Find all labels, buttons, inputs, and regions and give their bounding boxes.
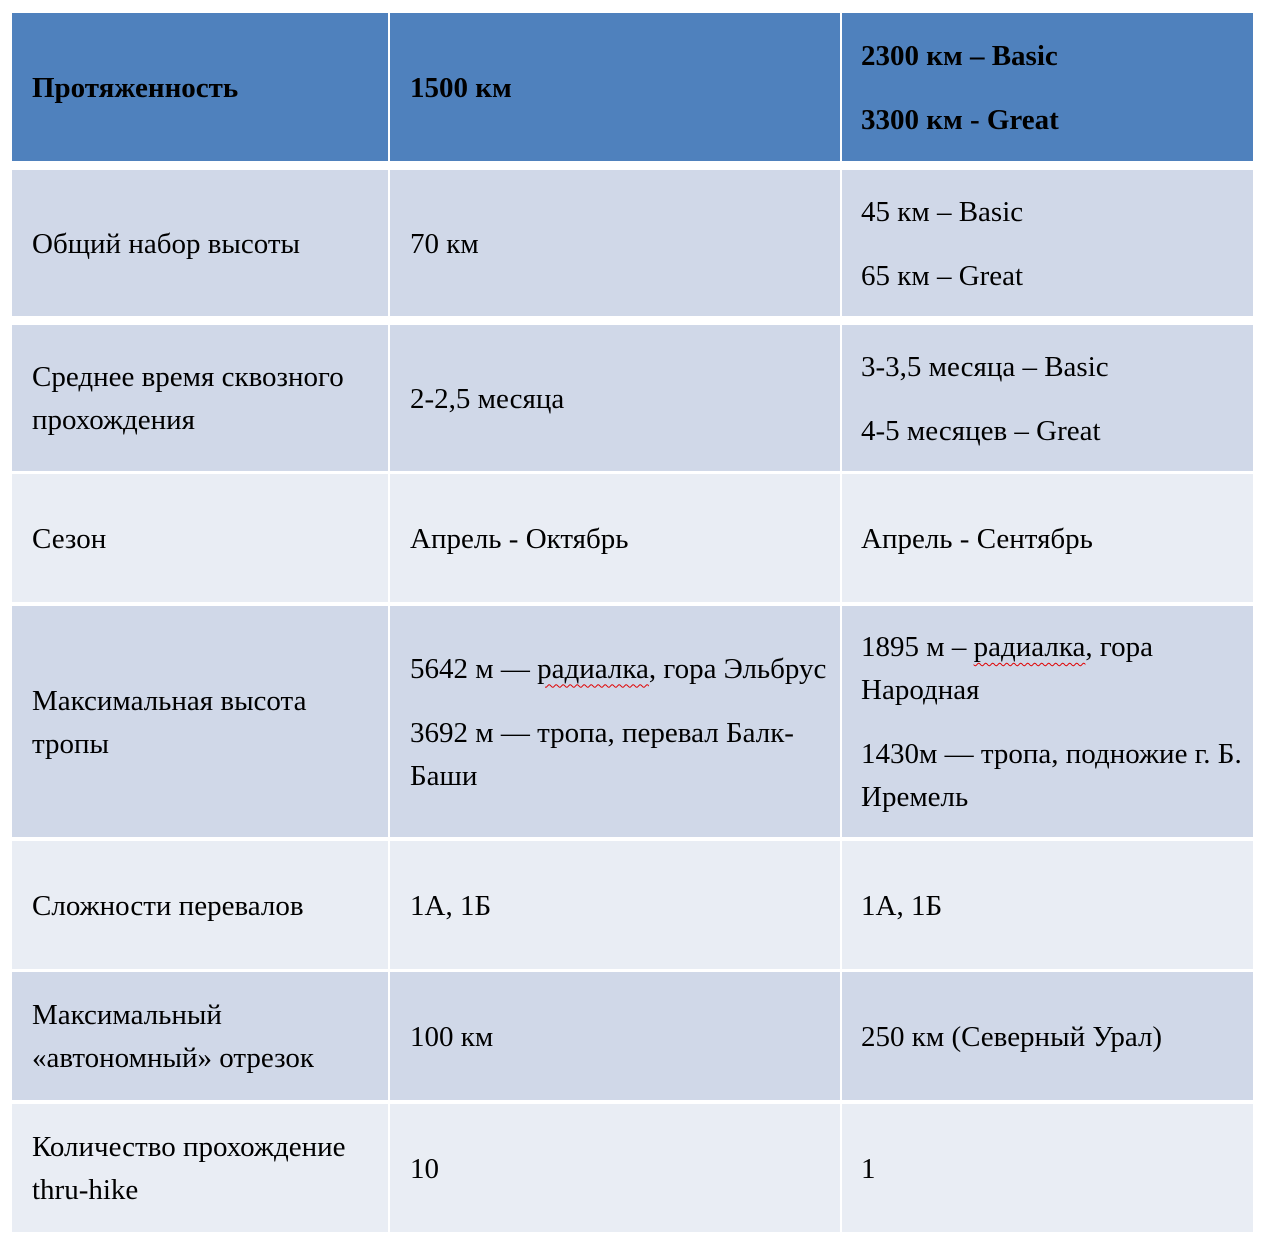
row-value: 250 км (Северный Урал) — [861, 1020, 1163, 1053]
row-value-cell — [842, 606, 1253, 837]
table-row — [12, 606, 1253, 837]
row-value: 1А, 1Б — [410, 889, 492, 922]
header-cell-label — [12, 13, 388, 161]
header-col2-line1: 2300 км – Basic — [861, 39, 1058, 72]
row-label-cell — [12, 972, 388, 1100]
table-row — [12, 1104, 1253, 1232]
row-label-cell — [12, 170, 388, 316]
row-label: Количество прохождение thru-hike — [32, 1131, 346, 1206]
header-cell-col2 — [842, 13, 1253, 161]
row-value-cell — [842, 1104, 1253, 1232]
row-value-line2: 4-5 месяцев – Great — [861, 414, 1101, 447]
row-label: Сложности перевалов — [32, 889, 304, 922]
table-row — [12, 474, 1253, 602]
row-value: 1 — [861, 1152, 876, 1185]
table-header-row — [12, 13, 1253, 161]
row-value-cell — [390, 606, 840, 837]
row-label: Максимальный «автономный» отрезок — [32, 999, 314, 1074]
row-label-cell — [12, 1104, 388, 1232]
row-value-text: , гора Народная — [861, 631, 1153, 706]
row-value-text: 1895 м – — [861, 631, 974, 663]
row-label: Сезон — [32, 522, 107, 555]
row-value-cell — [390, 474, 840, 602]
row-value-cell — [842, 972, 1253, 1100]
row-value-cell — [390, 1104, 840, 1232]
row-label-cell — [12, 474, 388, 602]
row-label: Среднее время сквозного прохождения — [32, 361, 344, 436]
row-value-line2: 65 км – Great — [861, 259, 1024, 292]
spellcheck-word[interactable]: радиалка — [973, 631, 1086, 663]
spellcheck-word[interactable]: радиалка — [537, 652, 649, 685]
row-value-cell — [842, 841, 1253, 969]
row-value-cell — [842, 170, 1253, 316]
header-col2-line2: 3300 км - Great — [861, 103, 1059, 136]
row-value-para2: 3692 м — тропа, перевал Балк-Баши — [410, 716, 794, 792]
row-value-cell — [390, 841, 840, 969]
table-row — [12, 841, 1253, 969]
row-label: Максимальная высота тропы — [32, 684, 307, 760]
header-label-text: Протяженность — [32, 71, 239, 104]
row-value-cell — [842, 474, 1253, 602]
row-value-cell — [390, 170, 840, 316]
row-value-text: 5642 м — — [410, 652, 538, 685]
row-value-cell — [842, 325, 1253, 471]
row-value-cell — [390, 972, 840, 1100]
row-value: Апрель - Октябрь — [410, 522, 629, 555]
row-value-cell — [390, 325, 840, 471]
row-label-cell — [12, 325, 388, 471]
row-value-para1 — [410, 648, 840, 691]
table-row — [12, 325, 1253, 471]
row-value: 70 км — [410, 227, 479, 260]
row-value-para1 — [861, 626, 1253, 712]
row-value: 10 — [410, 1152, 439, 1185]
row-value: 2-2,5 месяца — [410, 382, 565, 415]
row-value-line1: 3-3,5 месяца – Basic — [861, 350, 1109, 383]
table-row — [12, 170, 1253, 316]
row-value-line1: 45 км – Basic — [861, 195, 1024, 228]
header-cell-col1 — [390, 13, 840, 161]
row-value: Апрель - Сентябрь — [861, 522, 1093, 555]
row-label: Общий набор высоты — [32, 227, 301, 260]
header-col1-text: 1500 км — [410, 71, 512, 104]
row-value: 100 км — [410, 1020, 494, 1053]
row-value-para2: 1430м — тропа, подножие г. Б. Иремель — [861, 738, 1242, 813]
row-label-cell — [12, 606, 388, 837]
row-value: 1А, 1Б — [861, 889, 943, 922]
row-label-cell — [12, 841, 388, 969]
table-row — [12, 972, 1253, 1100]
row-value-text: , гора Эльбрус — [648, 652, 827, 685]
